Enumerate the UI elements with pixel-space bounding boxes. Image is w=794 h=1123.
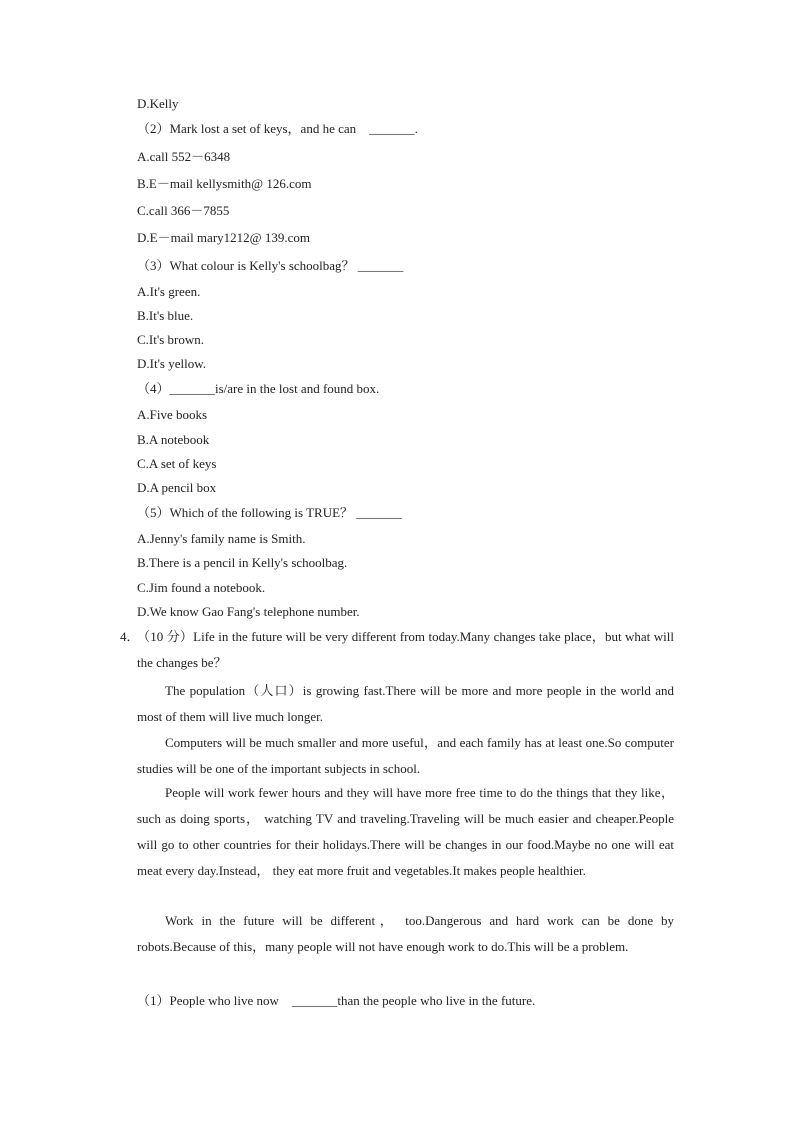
passage-paragraph: The population（人口）is growing fast.There will be more and more people in the world and most of them will live much longer. [137, 683, 674, 724]
option-d: D.It's yellow. [137, 356, 207, 371]
question-number: 4． [120, 629, 140, 644]
question-2: （2）Mark lost a set of keys，and he can _______. [137, 121, 418, 136]
option-d: D.E－mail mary1212@ 139.com [137, 230, 310, 245]
option-a: A.Jenny's family name is Smith. [137, 531, 306, 546]
passage-paragraph: People will work fewer hours and they will have more free time to do the things that they like， such as doing sports， watching TV and traveling.Traveling will be much easier and cheaper.People will go to other countries for their holidays.There will be changes in our food.Maybe no one will eat meat every day.Instead， they eat more fruit and vegetables.It makes people healthier. [137, 785, 674, 878]
option-b: B.A notebook [137, 432, 210, 447]
question-1: （1）People who live now _______than the people who live in the future. [137, 993, 536, 1008]
question-4: （4）_______is/are in the lost and found box. [137, 381, 380, 396]
option-c: C.It's brown. [137, 332, 204, 347]
option-d: D.A pencil box [137, 480, 217, 495]
passage-paragraph: Work in the future will be different， too.Dangerous and hard work can be done by robots.Because of this，many people will not have enough work to do.This will be a problem. [137, 913, 674, 954]
option-b: B.It's blue. [137, 308, 194, 323]
option-b: B.There is a pencil in Kelly's schoolbag. [137, 555, 348, 570]
question-intro: （10 分）Life in the future will be very different from today.Many changes take place，but what will the changes be？ [137, 629, 674, 670]
question-3: （3）What colour is Kelly's schoolbag？ _______ [137, 258, 404, 273]
passage-paragraph: Computers will be much smaller and more useful，and each family has at least one.So computer studies will be one of the important subjects in school. [137, 735, 674, 776]
option-d: D.We know Gao Fang's telephone number. [137, 604, 360, 619]
option-a: A.Five books [137, 407, 208, 422]
option-b: B.E－mail kellysmith@ 126.com [137, 176, 312, 191]
question-5: （5）Which of the following is TRUE？ _______ [137, 505, 402, 520]
option-c: C.A set of keys [137, 456, 217, 471]
option-c: C.call 366－7855 [137, 203, 230, 218]
option-a: A.It's green. [137, 284, 201, 299]
option-c: C.Jim found a notebook. [137, 580, 266, 595]
option-a: A.call 552－6348 [137, 149, 231, 164]
option-d-kelly: D.Kelly [137, 96, 179, 111]
